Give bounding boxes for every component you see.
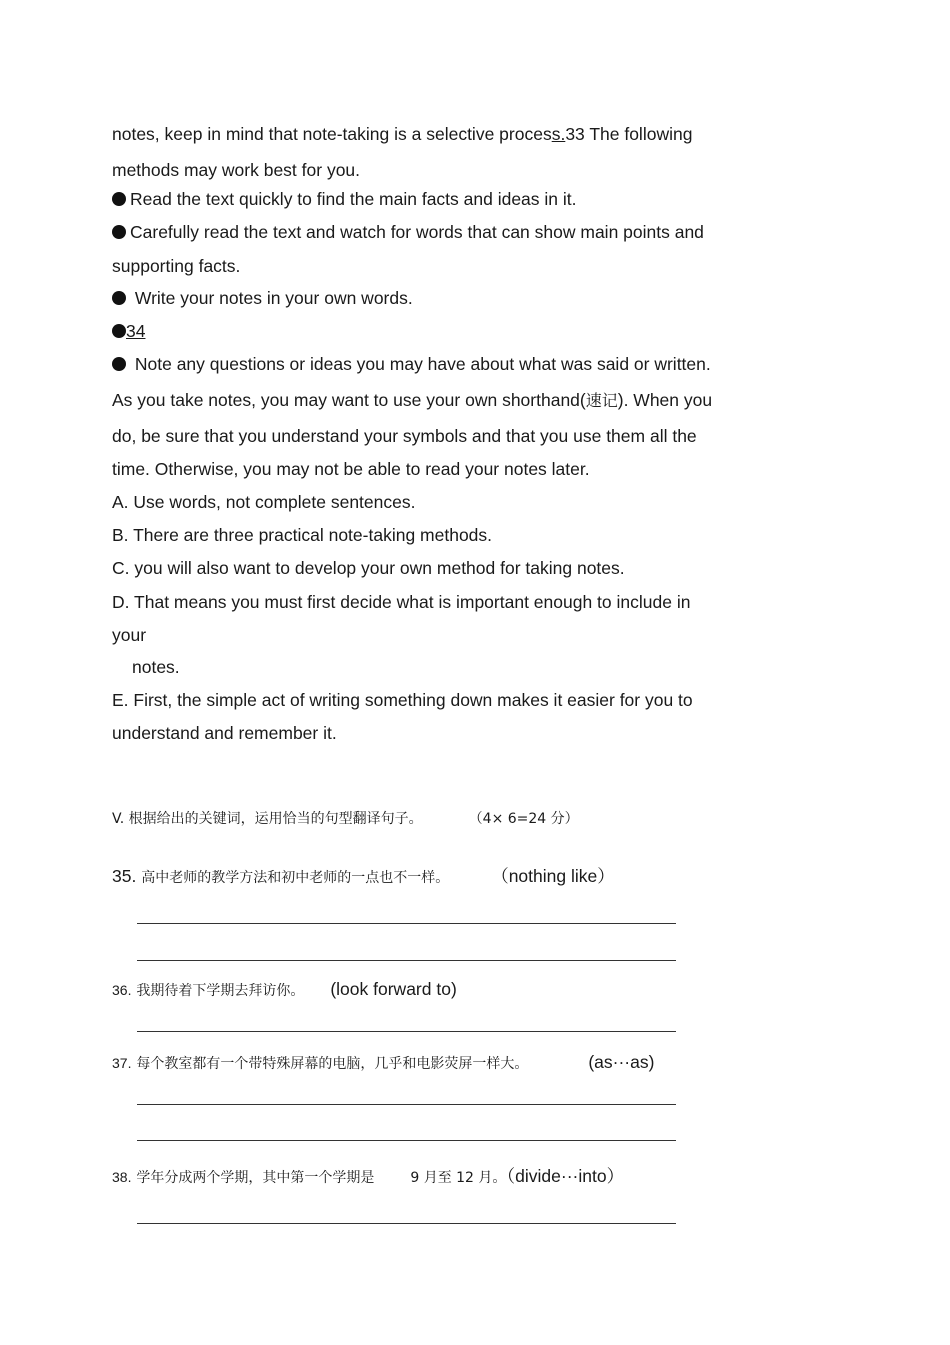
question-keyword: (as···as) — [588, 1052, 655, 1072]
answer-line[interactable] — [137, 1031, 676, 1032]
bullet-icon — [112, 357, 126, 371]
answer-line[interactable] — [137, 923, 676, 924]
paragraph-text: ). When you — [617, 390, 713, 410]
question-36 — [112, 979, 457, 1001]
paragraph-line-2: do, be sure that you understand your symbols and that you use them all the — [112, 426, 697, 446]
bullet-text: Note any questions or ideas you may have about what was said or written. — [134, 354, 711, 374]
answer-line[interactable] — [137, 1223, 676, 1224]
bullet-icon — [112, 225, 126, 239]
option-d-cont: your — [112, 625, 147, 645]
section-score: （4× 6=24 分） — [468, 811, 579, 827]
section-heading-text: V. 根据给出的关键词，运用恰当的句型翻译句子。 — [112, 811, 423, 827]
question-cn-text: 高中老师的教学方法和初中老师的一点也不一样。 — [141, 870, 450, 886]
passage-line-1 — [112, 124, 692, 144]
option-d: D. That means you must first decide what is important enough to include in — [112, 592, 691, 612]
bullet-item-2 — [112, 222, 704, 242]
option-d-cont-2: notes. — [132, 657, 180, 677]
bullet-text: Read the text quickly to find the main facts and ideas in it. — [130, 189, 577, 209]
answer-line[interactable] — [137, 1140, 676, 1141]
question-37 — [112, 1052, 654, 1074]
option-e: E. First, the simple act of writing something down makes it easier for you to — [112, 690, 693, 710]
bullet-item-4 — [112, 321, 145, 341]
question-keyword: （divide···into） — [506, 1166, 625, 1186]
passage-underlined-text: s. — [551, 124, 566, 144]
bullet-icon — [112, 291, 126, 305]
section-v-heading — [112, 809, 579, 829]
question-38 — [112, 1166, 624, 1188]
passage-line-2: methods may work best for you. — [112, 160, 361, 180]
bullet-text: Write your notes in your own words. — [134, 288, 413, 308]
bullet-text: Carefully read the text and watch for words that can show main points and — [130, 222, 704, 242]
question-number: 37. — [112, 1055, 132, 1071]
paragraph-cn-text: 速记 — [585, 391, 618, 410]
blank-34-label: 34 — [126, 321, 146, 341]
paragraph-text: As you take notes, you may want to use your own shorthand( — [112, 390, 586, 410]
passage-text: notes, keep in mind that note-taking is a selective proces — [112, 124, 552, 144]
bullet-icon — [112, 324, 126, 338]
bullet-item-5 — [112, 354, 711, 374]
question-35 — [112, 866, 615, 888]
question-cn-text: 每个教室都有一个带特殊屏幕的电脑，几乎和电影荧屏一样大。 — [136, 1056, 529, 1072]
question-keyword: (look forward to) — [330, 979, 457, 999]
question-cn-text: 9 月至 12 月。 — [410, 1170, 507, 1186]
paragraph-line-3: time. Otherwise, you may not be able to read your notes later. — [112, 459, 590, 479]
bullet-icon — [112, 192, 126, 206]
question-number: 36. — [112, 982, 132, 998]
blank-33-label: 33 The following — [565, 124, 693, 144]
answer-line[interactable] — [137, 1104, 676, 1105]
option-c: C. you will also want to develop your own method for taking notes. — [112, 558, 625, 578]
bullet-item-2-cont: supporting facts. — [112, 256, 241, 276]
question-number: 35. — [112, 866, 137, 886]
paragraph-line-1 — [112, 390, 712, 411]
question-cn-text: 我期待着下学期去拜访你。 — [136, 983, 305, 999]
question-number: 38. — [112, 1169, 132, 1185]
answer-line[interactable] — [137, 960, 676, 961]
question-keyword: （nothing like） — [491, 866, 615, 886]
bullet-item-1 — [112, 189, 577, 209]
question-cn-text: 学年分成两个学期，其中第一个学期是 — [136, 1170, 375, 1186]
option-a: A. Use words, not complete sentences. — [112, 492, 416, 512]
option-b: B. There are three practical note-taking methods. — [112, 525, 493, 545]
bullet-item-3 — [112, 288, 413, 308]
option-e-cont: understand and remember it. — [112, 723, 337, 743]
